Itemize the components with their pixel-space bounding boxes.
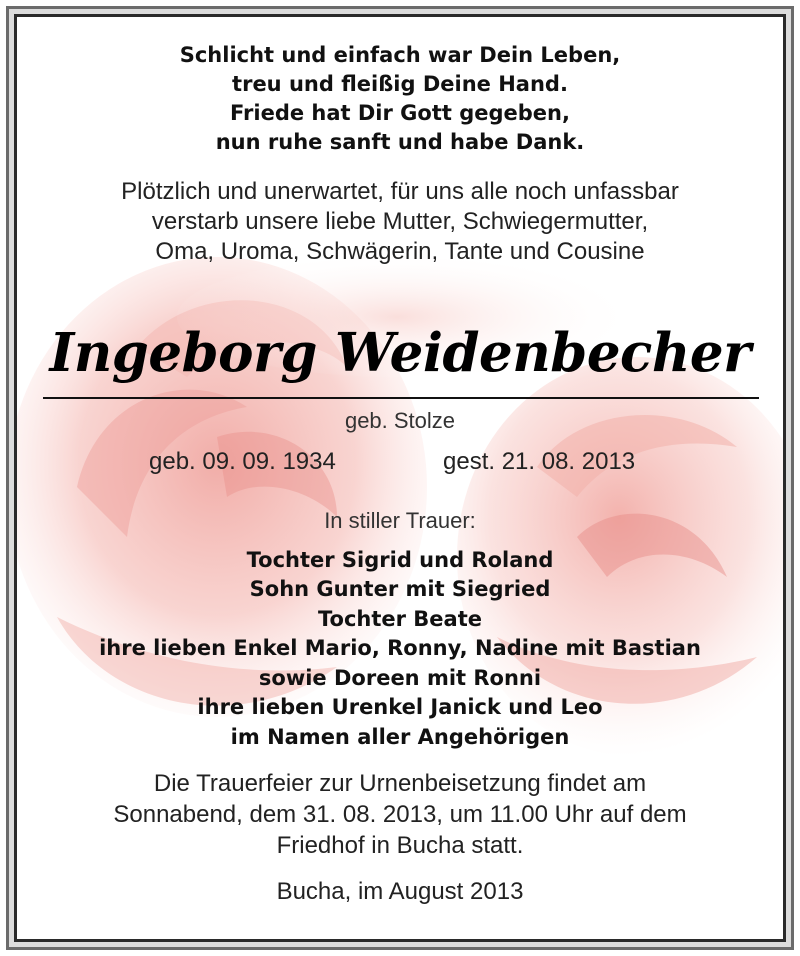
mourner-line: sowie Doreen mit Ronni bbox=[258, 666, 542, 690]
poem-line-1: Schlicht und einfach war Dein Leben, bbox=[179, 43, 621, 67]
service-line-2: Sonnabend, dem 31. 08. 2013, um 11.00 Uhr auf dem bbox=[113, 801, 687, 828]
poem-line-3: Friede hat Dir Gott gegeben, bbox=[230, 101, 570, 125]
poem-line-2: treu und fleißig Deine Hand. bbox=[232, 72, 568, 96]
service-line-3: Friedhof in Bucha statt. bbox=[276, 832, 524, 859]
intro-line-3: Oma, Uroma, Schwägerin, Tante und Cousine bbox=[155, 238, 645, 265]
mourner-line: ihre lieben Enkel Mario, Ronny, Nadine mit Bastian bbox=[99, 636, 701, 660]
closing-place-date: Bucha, im August 2013 bbox=[276, 878, 524, 905]
mourner-line: Tochter Sigrid und Roland bbox=[246, 548, 554, 572]
mourner-line: Sohn Gunter mit Siegried bbox=[249, 577, 551, 601]
death-date: gest. 21. 08. 2013 bbox=[443, 448, 636, 475]
poem-line-4: nun ruhe sanft und habe Dank. bbox=[215, 130, 585, 154]
name-underline bbox=[43, 397, 759, 399]
mourner-line: im Namen aller Angehörigen bbox=[230, 725, 570, 749]
mourner-line: ihre lieben Urenkel Janick und Leo bbox=[197, 695, 603, 719]
obituary-content bbox=[17, 17, 783, 939]
intro-line-2: verstarb unsere liebe Mutter, Schwiegermutter, bbox=[151, 208, 649, 235]
mourning-heading: In stiller Trauer: bbox=[324, 508, 476, 533]
mourner-line: Tochter Beate bbox=[317, 607, 482, 631]
intro-line-1: Plötzlich und unerwartet, für uns alle noch unfassbar bbox=[121, 178, 679, 205]
birth-date: geb. 09. 09. 1934 bbox=[149, 448, 336, 475]
service-line-1: Die Trauerfeier zur Urnenbeisetzung findet am bbox=[153, 770, 647, 797]
obituary-card bbox=[14, 14, 786, 942]
deceased-name: Ingeborg Weidenbecher bbox=[49, 322, 751, 384]
maiden-name: geb. Stolze bbox=[344, 408, 456, 433]
